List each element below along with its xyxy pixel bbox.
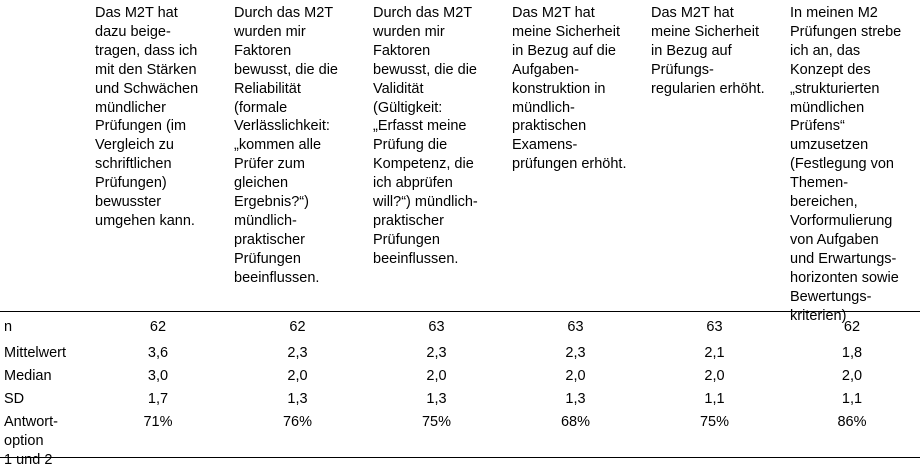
row-label: Median — [4, 368, 52, 384]
header-cell-item-4: Das M2T hat meine Sicherheit in Bezug auf die Aufgaben- konstruktion in mündlich- praktischen Examens- prüfungen erhöht. — [512, 5, 627, 173]
header-cell-item-6: In meinen M2 Prüfungen strebe ich an, das Konzept des „strukturierten mündlichen Prüfens“ umzusetzen (Festlegung von Themen- bereichen, Vorformulierung von Aufgaben und Erwartungs- horizonten sowie Bewertungs- kriterien) — [790, 5, 902, 324]
table-cell: 2,3 — [565, 345, 586, 361]
table-cell: 62 — [843, 319, 861, 335]
table-cell: 86% — [837, 414, 867, 430]
table-cell: 68% — [560, 414, 591, 430]
row-label: Antwort- option 1 und 2 — [4, 414, 58, 468]
row-label: SD — [4, 391, 25, 407]
header-cell-item-5: Das M2T hat meine Sicherheit in Bezug auf Prüfungs- regularien erhöht. — [651, 5, 765, 97]
table-cell: 1,3 — [565, 391, 586, 407]
table-row-antwortoption — [0, 411, 920, 468]
table-cell: 1,1 — [841, 391, 863, 407]
table-cell: 2,0 — [704, 368, 725, 384]
table-cell: 2,3 — [426, 345, 447, 361]
header-cell-item-3: Durch das M2T wurden mir Faktoren bewusst, die die Validität (Gültigkeit: „Erfasst meine Prüfung die Kompetenz, die ich abprüfen will?“) mündlich- praktischer Prüfungen beeinflussen. — [373, 5, 478, 267]
table-cell: 3,6 — [147, 345, 169, 361]
table-row-n — [0, 312, 920, 342]
table-cell: 2,3 — [287, 345, 308, 361]
table-cell: 2,0 — [841, 368, 863, 384]
table-row-sd — [0, 388, 920, 411]
table-cell: 3,0 — [147, 368, 169, 384]
row-label: Mittelwert — [4, 345, 67, 361]
table-cell: 75% — [421, 414, 452, 430]
table-cell: 1,8 — [841, 345, 863, 361]
table-cell: 1,3 — [426, 391, 447, 407]
header-cell-item-1: Das M2T hat dazu beige- tragen, dass ich mit den Stärken und Schwächen mündlicher Prüfungen (im Vergleich zu schriftlichen Prüfungen) bewusster umgehen kann. — [95, 5, 199, 229]
table-cell: 63 — [706, 319, 723, 335]
table-cell: 2,0 — [426, 368, 447, 384]
table-row-mittelwert — [0, 342, 920, 365]
table-cell: 71% — [143, 414, 173, 430]
table-cell: 2,1 — [704, 345, 725, 361]
header-cell-item-2: Durch das M2T wurden mir Faktoren bewusst, die die Reliabilität (formale Verlässlichkeit: „kommen alle Prüfer zum gleichen Ergebnis?“) mündlich- praktischer Prüfungen beeinflussen. — [234, 5, 338, 286]
table-cell: 75% — [699, 414, 730, 430]
table-cell: 62 — [289, 319, 306, 335]
table-cell: 63 — [567, 319, 584, 335]
table-cell: 1,7 — [147, 391, 169, 407]
table-cell: 2,0 — [565, 368, 586, 384]
table-cell: 62 — [149, 319, 167, 335]
table-cell: 1,1 — [704, 391, 725, 407]
table-cell: 2,0 — [287, 368, 308, 384]
row-label: n — [4, 319, 13, 335]
table-cell: 76% — [282, 414, 313, 430]
table-cell: 63 — [428, 319, 445, 335]
table-row-median — [0, 365, 920, 388]
header-cell-empty — [0, 0, 88, 311]
table-cell: 1,3 — [287, 391, 308, 407]
